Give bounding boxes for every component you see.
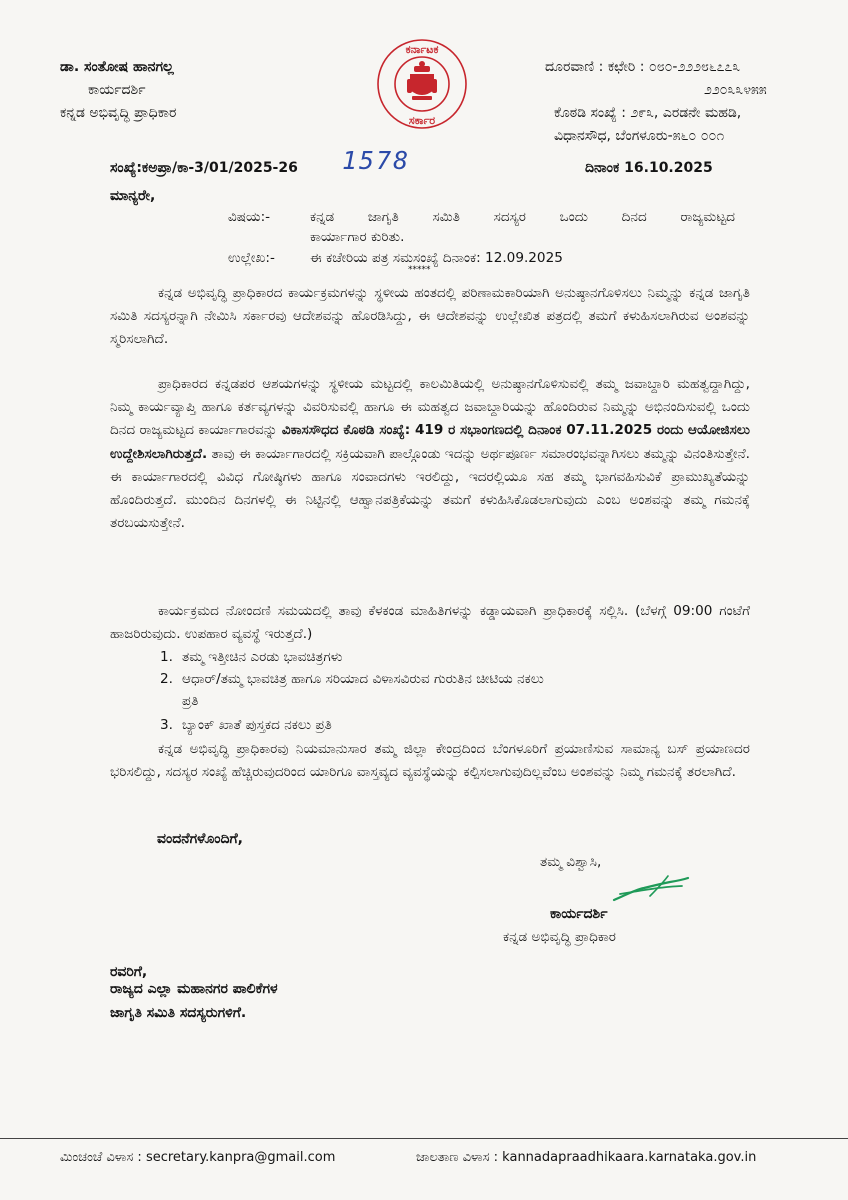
yours-faithfully: ತಮ್ಮ ವಿಶ್ವಾಸಿ, (540, 854, 602, 870)
footer-email-value[interactable]: secretary.kanpra@gmail.com (145, 1150, 336, 1165)
seal-top-text: ಕರ್ನಾಟಕ (405, 43, 439, 56)
body-paragraph-2 (110, 373, 750, 535)
body-paragraph-2-a: ಪ್ರಾಧಿಕಾರದ ಕನ್ನಡಪರ ಆಶಯಗಳನ್ನು ಸ್ಥಳೀಯ ಮಟ್ಟದಲ್ಲಿ ಕಾಲಮಿತಿಯಲ್ಲಿ ಅನುಷ್ಠಾನಗೊಳಿಸುವಲ್ಲಿ ತಮ್ಮ ಜವಾಬ್ದಾರಿ ಮಹತ್ವದ್ದಾಗಿದ್ದು, ನಿಮ್ಮ ಕಾರ್ಯವ್ಯಾಪ್ತಿ ಹಾಗೂ ಕರ್ತವ್ಯಗಳನ್ನು ವಿವರಿಸುವಲ್ಲಿ ಹಾಗೂ ಈ ಮಹತ್ವದ ಜವಾಬ್ದಾರಿಯನ್ನು ಹೊಂದಿರುವ ನಿಮ್ಮನ್ನು ಅಭಿನಂದಿಸುವಲ್ಲಿ ಒಂದು ದಿನದ ರಾಜ್ಯಮಟ್ಟದ ಕಾರ್ಯಾಗಾರವನ್ನು (110, 376, 750, 439)
body-paragraph-3: ಕಾರ್ಯಕ್ರಮದ ನೋಂದಣಿ ಸಮಯದಲ್ಲಿ ತಾವು ಕೆಳಕಂಡ ಮಾಹಿತಿಗಳನ್ನು ಕಡ್ಡಾಯವಾಗಿ ಪ್ರಾಧಿಕಾರಕ್ಕೆ ಸಲ್ಲಿಸಿ. (ಬೆಳಗ್ಗೆ 09:00 ಗಂಟೆಗೆ ಹಾಜರಿರುವುದು. ಉಪಹಾರ ವ್ಯವಸ್ಥೆ ಇರುತ್ತದೆ.) (110, 603, 750, 643)
letter-date: ದಿನಾಂಕ 16.10.2025 (585, 160, 713, 176)
sender-designation: ಕಾರ್ಯದರ್ಶಿ (88, 82, 146, 98)
list-item-2: ಆಧಾರ್/ತಮ್ಮ ಭಾವಚಿತ್ರ ಹಾಗೂ ಸರಿಯಾದ ವಿಳಾಸವಿರುವ ಗುರುತಿನ ಚೀಟಿಯ ನಕಲು (182, 671, 544, 687)
room-line-2: ವಿಧಾನಸೌಧ, ಬೆಂಗಳೂರು-೫೬೦ ೦೦೧ (554, 128, 725, 144)
subject-text-1: ಕನ್ನಡ ಜಾಗೃತಿ ಸಮಿತಿ ಸದಸ್ಯರ ಒಂದು ದಿನದ ರಾಜ್ಯಮಟ್ಟದ (310, 209, 735, 225)
body-paragraph-2-highlight: ವಿಕಾಸಸೌಧದ ಕೊಠಡಿ ಸಂಖ್ಯೆ: 419 ರ ಸಭಾಂಗಣದಲ್ಲಿ ದಿನಾಂಕ 07.11.2025 ರಂದು ಆಯೋಜಿಸಲು ಉದ್ದೇಶಿಸಲಾಗಿರುತ್ತದೆ. (110, 422, 750, 462)
room-line-1: ಕೊಠಡಿ ಸಂಖ್ಯೆ : ೨೯೩, ಎರಡನೇ ಮಹಡಿ, (554, 105, 742, 121)
closing: ವಂದನೆಗಳೊಂದಿಗೆ, (157, 831, 243, 847)
list-item-1: ತಮ್ಮ ಇತ್ತೀಚಿನ ಎರಡು ಭಾವಚಿತ್ರಗಳು (182, 649, 343, 665)
separator-stars: ***** (408, 265, 431, 275)
handwritten-number: 1578 (342, 146, 411, 175)
footer-divider (0, 1138, 848, 1139)
body-paragraph-1: ಕನ್ನಡ ಅಭಿವೃದ್ಧಿ ಪ್ರಾಧಿಕಾರದ ಕಾರ್ಯಕ್ರಮಗಳನ್ನು ಸ್ಥಳೀಯ ಹಂತದಲ್ಲಿ ಪರಿಣಾಮಕಾರಿಯಾಗಿ ಅನುಷ್ಠಾನಗೊಳಿಸಲು ನಿಮ್ಮನ್ನು ಕನ್ನಡ ಜಾಗೃತಿ ಸಮಿತಿ ಸದಸ್ಯರನ್ನಾಗಿ ನೇಮಿಸಿ ಸರ್ಕಾರವು ಆದೇಶವನ್ನು ಹೊರಡಿಸಿದ್ದು, ಈ ಆದೇಶವನ್ನು ಉಲ್ಲೇಖಿತ ಪತ್ರದಲ್ಲಿ ತಮಗೆ ಕಳುಹಿಸಲಾಗಿರುವ ಅಂಶವನ್ನು ಸ್ಮರಿಸಲಾಗಿದೆ. (110, 285, 750, 348)
list-item-1-num: 1. (160, 649, 173, 665)
reference-label: ಉಲ್ಲೇಖ:- (228, 250, 275, 266)
recipient-line-1: ರಾಜ್ಯದ ಎಲ್ಲಾ ಮಹಾನಗರ ಪಾಲಿಕೆಗಳ (110, 981, 278, 997)
signatory-org: ಕನ್ನಡ ಅಭಿವೃದ್ಧಿ ಪ್ರಾಧಿಕಾರ (503, 929, 616, 945)
sender-name: ಡಾ. ಸಂತೋಷ ಹಾನಗಲ್ಲ (60, 59, 174, 75)
list-item-3: ಬ್ಯಾಂಕ್ ಖಾತೆ ಪುಸ್ತಕದ ನಕಲು ಪ್ರತಿ (182, 717, 332, 733)
footer-web-label: ಜಾಲತಾಣ ವಿಳಾಸ : (416, 1150, 499, 1165)
signatory-title: ಕಾರ್ಯದರ್ಶಿ (550, 906, 608, 922)
footer-web (416, 1150, 756, 1165)
list-item-2-num: 2. (160, 671, 173, 687)
body-paragraph-2-c: ತಾವು ಈ ಕಾರ್ಯಾಗಾರದಲ್ಲಿ ಸಕ್ರಿಯವಾಗಿ ಪಾಲ್ಗೊಂಡು ಇದನ್ನು ಅರ್ಥಪೂರ್ಣ ಸಮಾರಂಭವನ್ನಾಗಿಸಲು ತಮ್ಮನ್ನು ವಿನಂತಿಸುತ್ತೇನೆ. ಈ ಕಾರ್ಯಾಗಾರದಲ್ಲಿ ವಿವಿಧ ಗೋಷ್ಠಿಗಳು ಹಾಗೂ ಸಂವಾದಗಳು ಇರಲಿದ್ದು, ಇದರಲ್ಲಿಯೂ ಸಹ ತಮ್ಮ ಭಾಗವಹಿಸುವಿಕೆ ಪ್ರಾಮುಖ್ಯತೆಯನ್ನು ಹೊಂದಿರುತ್ತದೆ. ಮುಂದಿನ ದಿನಗಳಲ್ಲಿ ಈ ನಿಟ್ಟಿನಲ್ಲಿ ಆಹ್ವಾನಪತ್ರಿಕೆಯನ್ನು ತಮಗೆ ಕಳುಹಿಸಿಕೊಡಲಾಗುವುದು ಎಂಬ ಅಂಶವನ್ನು ತಮ್ಮ ಗಮನಕ್ಕೆ ತರಬಯಸುತ್ತೇನೆ. (110, 445, 750, 532)
seal-bottom-text: ಸರ್ಕಾರ (408, 114, 436, 127)
recipient-to: ರವರಿಗೆ, (110, 964, 148, 980)
subject-text-2: ಕಾರ್ಯಾಗಾರ ಕುರಿತು. (310, 229, 405, 245)
footer-email (60, 1150, 335, 1165)
reference-text: ಈ ಕಚೇರಿಯ ಪತ್ರ ಸಮಸಂಖ್ಯೆ ದಿನಾಂಕ: 12.09.2025 (310, 250, 563, 266)
reference-number: ಸಂಖ್ಯೆ:ಕಅಪ್ರಾ/ಕಾ-3/01/2025-26 (110, 160, 298, 176)
footer-email-label: ಮಿಂಚಂಚೆ ವಿಳಾಸ : (60, 1150, 142, 1165)
signature-icon (610, 866, 692, 912)
recipient-block (110, 977, 278, 1025)
sender-org: ಕನ್ನಡ ಅಭಿವೃದ್ಧಿ ಪ್ರಾಧಿಕಾರ (60, 105, 177, 121)
recipient-line-2: ಜಾಗೃತಿ ಸಮಿತಿ ಸದಸ್ಯರುಗಳಿಗೆ. (110, 1005, 247, 1021)
list-item-3-num: 3. (160, 717, 173, 733)
body-paragraph-4: ಕನ್ನಡ ಅಭಿವೃದ್ಧಿ ಪ್ರಾಧಿಕಾರವು ನಿಯಮಾನುಸಾರ ತಮ್ಮ ಜಿಲ್ಲಾ ಕೇಂದ್ರದಿಂದ ಬೆಂಗಳೂರಿಗೆ ಪ್ರಯಾಣಿಸುವ ಸಾಮಾನ್ಯ ಬಸ್ ಪ್ರಯಾಣದರ ಭರಿಸಲಿದ್ದು, ಸದಸ್ಯರ ಸಂಖ್ಯೆ ಹೆಚ್ಚಿರುವುದರಿಂದ ಯಾರಿಗೂ ವಾಸ್ತವ್ಯದ ವ್ಯವಸ್ಥೆಯನ್ನು ಕಲ್ಪಿಸಲಾಗುವುದಿಲ್ಲವೆಂಬ ಅಂಶವನ್ನು ನಿಮ್ಮ ಗಮನಕ್ಕೆ ತರಲಾಗಿದೆ. (110, 741, 750, 781)
phone-line-1: ದೂರವಾಣಿ : ಕಛೇರಿ : ೦೮೦-೨೨೨೮೬೭೭೩ (545, 59, 741, 75)
salutation: ಮಾನ್ಯರೇ, (110, 188, 156, 204)
subject-label: ವಿಷಯ:- (228, 209, 271, 225)
footer-web-value[interactable]: kannadapraadhikaara.karnataka.gov.in (502, 1150, 757, 1165)
karnataka-seal-icon (376, 34, 468, 134)
list-item-2-cont: ಪ್ರತಿ (182, 693, 199, 709)
phone-line-2: ೨೨೦೩೩೪೫೫ (704, 82, 767, 98)
